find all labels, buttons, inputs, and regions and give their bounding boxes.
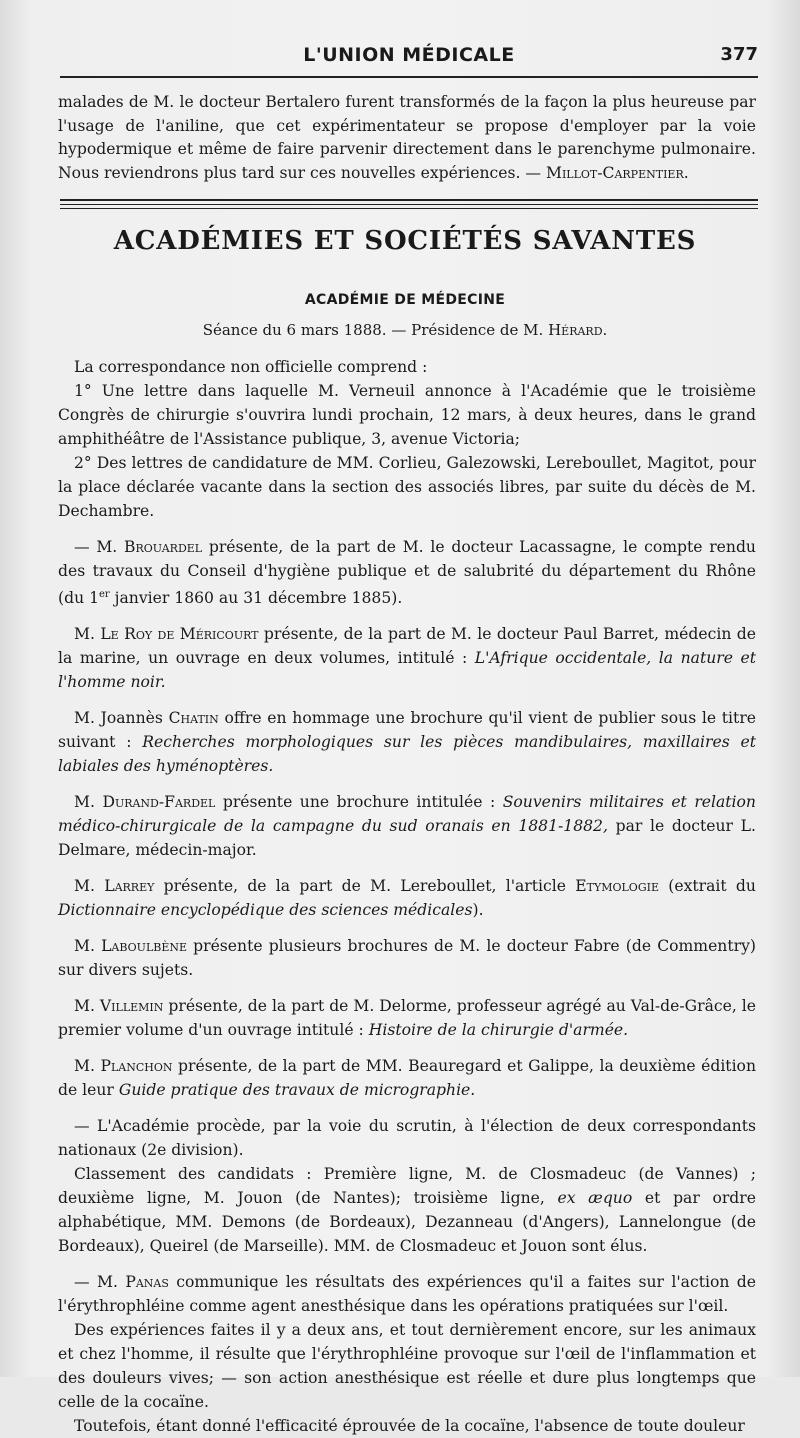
p7-name: Durand-Fardel bbox=[102, 793, 216, 812]
running-title: L'UNION MÉDICALE bbox=[303, 44, 515, 66]
paragraph-7 bbox=[58, 790, 756, 862]
seance-president: Hérard. bbox=[548, 321, 608, 339]
p8-name: Larrey bbox=[104, 877, 155, 896]
p4-lead: — M. bbox=[74, 538, 118, 556]
p5-text: présente, de la part de M. le docteur Paul Barret, médecin de la marine, un ouvrage en deux volumes, intitulé : bbox=[58, 625, 756, 668]
p13-ex-aequo: ex æquo bbox=[557, 1189, 633, 1208]
p14-lead: — M. bbox=[74, 1273, 118, 1292]
paragraph-9 bbox=[58, 934, 756, 982]
p10-lead: M. bbox=[74, 997, 95, 1016]
paragraph-13 bbox=[58, 1162, 756, 1258]
paragraph-14 bbox=[58, 1270, 756, 1318]
top-paragraph: malades de M. le docteur Bertalero furent transformés de la façon la plus heureuse par l'usage de l'aniline, que cet expérimentateur se propose d'employer par la voie hypodermique et même de faire parvenir directement dans le parenchyme pulmonaire. Nous reviendrons plus tard sur ces nouvelles expériences. — bbox=[58, 93, 756, 182]
paragraph-15: Des expériences faites il y a deux ans, et tout dernièrement encore, sur les animaux et chez l'homme, il résulte que l'érythrophléine provoque sur l'œil de l'inflammation et des douleurs vives; — son action anesthésique est réelle et dure plus longtemps que celle de la cocaïne. bbox=[58, 1321, 756, 1412]
p9-lead: M. bbox=[74, 937, 95, 956]
p11-lead: M. bbox=[74, 1057, 95, 1076]
paragraph-4 bbox=[58, 535, 756, 610]
p6-title: Recherches morphologiques sur les pièces mandibulaires, maxillaires et labiales des hyménoptères. bbox=[58, 733, 756, 776]
seance-prefix: Séance du 6 mars 1888. — Présidence de M. bbox=[202, 321, 544, 339]
section-rule-1 bbox=[60, 199, 758, 201]
running-header bbox=[60, 44, 758, 70]
p11-name: Planchon bbox=[100, 1057, 173, 1076]
p5-lead: M. bbox=[74, 625, 95, 644]
paragraph-3: 2° Des lettres de candidature de MM. Corlieu, Galezowski, Lereboullet, Magitot, pour la place déclarée vacante dans la section des associés libres, par suite du décès de M. Dechambre. bbox=[58, 454, 756, 520]
p7-text: présente une brochure intitulée : bbox=[222, 793, 496, 812]
p13-text: Classement des candidats : Première ligne, M. de Closmadeuc (de Vannes) ; deuxième ligne, M. Jouon (de Nantes); troisième ligne, bbox=[58, 1165, 756, 1208]
p5-title: L'Afrique occidentale, la nature et l'homme noir. bbox=[58, 649, 756, 692]
p9-text: présente plusieurs brochures de M. le docteur Fabre (de Commentry) sur divers sujets. bbox=[58, 937, 756, 980]
p10-title: Histoire de la chirurgie d'armée. bbox=[368, 1021, 629, 1040]
p7-title: Souvenirs militaires et relation médico-chirurgicale de la campagne du sud oranais en 1881-1882, bbox=[58, 793, 756, 836]
paragraph-8 bbox=[58, 874, 756, 922]
header-rule bbox=[60, 76, 758, 78]
p11-title: Guide pratique des travaux de micrographie. bbox=[118, 1081, 476, 1100]
p8-text-b: (extrait du bbox=[668, 877, 756, 896]
top-article-end bbox=[58, 91, 756, 185]
p5-name: Le Roy de Méricourt bbox=[100, 625, 259, 644]
p13-text-b: et par ordre alphabétique, MM. Demons (de Bordeaux), Dezanneau (d'Angers), Lannelongue (de Bordeaux), Queirel (de Marseille). MM. de Closmadeuc et Jouon sont élus. bbox=[58, 1189, 756, 1256]
p6-lead: M. Joannès bbox=[74, 709, 163, 728]
p14-name: Panas bbox=[125, 1273, 169, 1292]
section-rule-3 bbox=[60, 208, 758, 209]
p4-name: Brouardel bbox=[124, 538, 203, 556]
p8-title: Dictionnaire encyclopédique des sciences médicales bbox=[58, 901, 473, 920]
p4-text: présente, de la part de M. le docteur Lacassagne, le compte rendu des travaux du Conseil d'hygiène publique et de salubrité du département du Rhône (du 1 bbox=[58, 538, 756, 608]
paragraph-5 bbox=[58, 622, 756, 694]
seance-line bbox=[40, 321, 770, 339]
paragraph-12: — L'Académie procède, par la voie du scrutin, à l'élection de deux correspondants nationaux (2e division). bbox=[58, 1117, 756, 1160]
academy-title: ACADÉMIE DE MÉDECINE bbox=[304, 292, 506, 308]
paragraph-2: 1° Une lettre dans laquelle M. Verneuil annonce à l'Académie que le troisième Congrès de chirurgie s'ouvrira lundi prochain, 12 mars, à deux heures, dans le grand amphithéâtre de l'Assistance publique, 3, avenue Victoria; bbox=[58, 382, 756, 448]
paragraph-10 bbox=[58, 994, 756, 1042]
p11-text: présente, de la part de MM. Beauregard et Galippe, la deuxième édition de leur bbox=[58, 1057, 756, 1100]
p8-text: présente, de la part de M. Lereboullet, l'article bbox=[163, 877, 566, 896]
p8-tail: ). bbox=[472, 901, 484, 920]
p8-lead: M. bbox=[74, 877, 95, 896]
top-signature: Millot-Carpentier. bbox=[545, 163, 689, 182]
p4-sup: er bbox=[99, 589, 110, 600]
paragraph-1: La correspondance non officielle comprend : bbox=[74, 358, 428, 376]
p4-text-b: janvier 1860 au 31 décembre 1885). bbox=[109, 589, 403, 608]
p6-text: offre en hommage une brochure qu'il vient de publier sous le titre suivant : bbox=[58, 709, 756, 752]
page-number: 377 bbox=[720, 44, 758, 65]
p10-text: présente, de la part de M. Delorme, professeur agrégé au Val-de-Grâce, le premier volume d'un ouvrage intitulé : bbox=[58, 997, 756, 1040]
p9-name: Laboulbène bbox=[101, 937, 188, 956]
paragraph-16: Toutefois, étant donné l'efficacité éprouvée de la cocaïne, l'absence de toute douleur bbox=[74, 1417, 745, 1436]
body-text bbox=[58, 355, 756, 1438]
p6-name: Chatin bbox=[168, 709, 219, 728]
section-title: ACADÉMIES ET SOCIÉTÉS SAVANTES bbox=[113, 226, 697, 256]
p7-tail: par le docteur L. Delmare, médecin-major. bbox=[58, 817, 756, 860]
paragraph-6 bbox=[58, 706, 756, 778]
p8-word: Etymologie bbox=[575, 877, 659, 896]
p14-text: communique les résultats des expériences qu'il a faites sur l'action de l'érythrophléine comme agent anesthésique dans les opérations pratiquées sur l'œil. bbox=[58, 1273, 756, 1316]
paragraph-11 bbox=[58, 1054, 756, 1102]
p10-name: Villemin bbox=[99, 997, 164, 1016]
section-rule-2 bbox=[60, 204, 758, 205]
p7-lead: M. bbox=[74, 793, 95, 812]
